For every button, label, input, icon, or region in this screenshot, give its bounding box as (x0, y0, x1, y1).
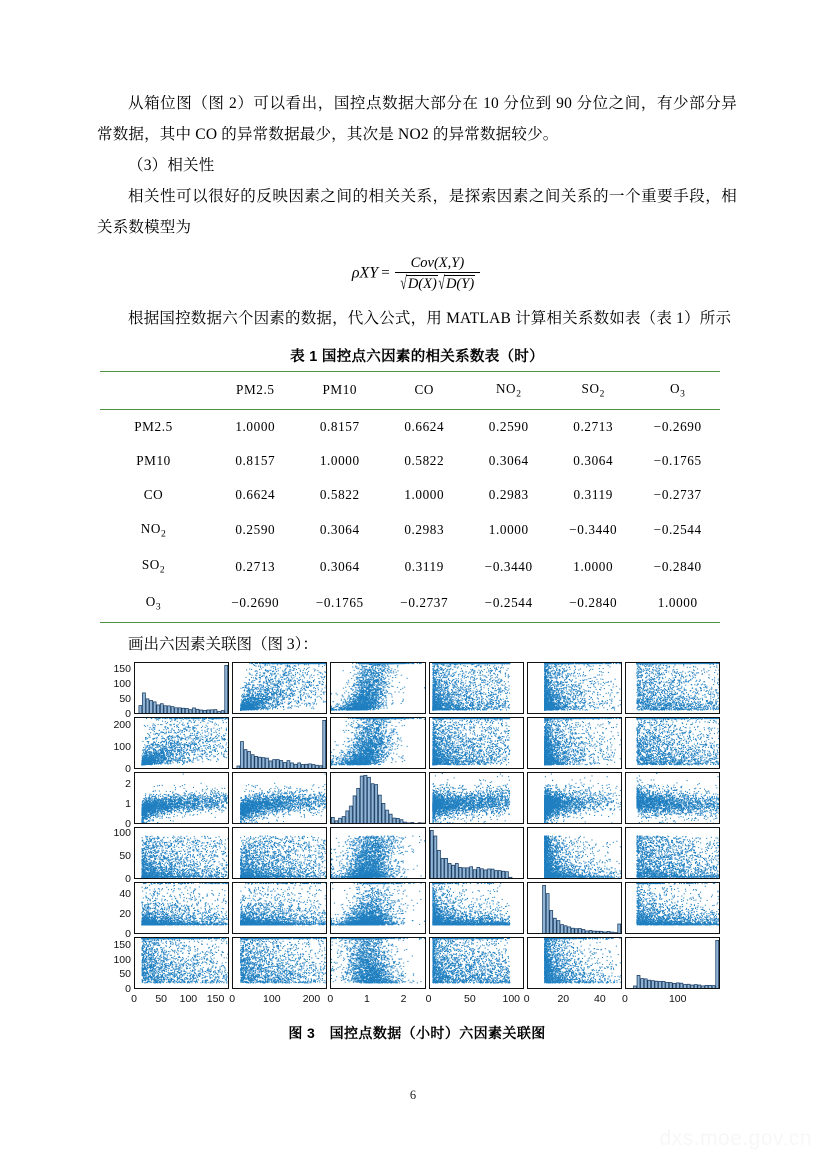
table-row-header: $NO_2$ (140, 520, 167, 540)
scatter-cell (330, 662, 425, 714)
table-corner-cell (100, 372, 213, 410)
histogram-cell (134, 662, 229, 714)
plot-matrix-cells (134, 827, 720, 879)
y-axis-tick-labels (100, 772, 134, 830)
y-axis-tick-label: 0 (125, 872, 131, 885)
table-cell: 0.2713 (235, 558, 276, 574)
y-axis-tick-labels (100, 662, 134, 720)
table-row (100, 478, 720, 512)
plot-matrix-row (100, 662, 720, 720)
table-cell: 1.0000 (319, 452, 360, 468)
table-col-header: $NO_2$ (495, 381, 522, 400)
table-cell: 0.2590 (235, 521, 276, 537)
scatter-cell (330, 827, 425, 879)
scatter-canvas (626, 718, 719, 768)
x-axis-column (229, 991, 327, 1007)
scatter-cell (625, 827, 720, 879)
y-axis-tick-label: 40 (119, 887, 131, 900)
table-row-header: PM10 (136, 452, 171, 468)
plot-matrix-row (100, 772, 720, 830)
y-axis-tick-label: 100 (113, 740, 131, 753)
table-cell: −0.2840 (569, 595, 618, 611)
page-content (97, 88, 737, 1043)
scatter-cell (232, 662, 327, 714)
y-axis-tick-label: 20 (119, 907, 131, 920)
plot-matrix-row (100, 937, 720, 995)
scatter-canvas (331, 663, 424, 713)
scatter-canvas (135, 718, 228, 768)
plot-matrix-cells (134, 772, 720, 824)
scatter-canvas (528, 773, 621, 823)
scatter-cell (625, 717, 720, 769)
table-cell: 1.0000 (488, 521, 529, 537)
x-axis-tick-label: 0 (425, 992, 432, 1005)
plot-matrix-row (100, 882, 720, 940)
subscript: 2 (599, 389, 605, 400)
scatter-cell (429, 717, 524, 769)
formula-equals: = (381, 265, 390, 281)
scatter-canvas (626, 883, 719, 933)
subscript: 2 (159, 565, 166, 576)
scatter-canvas (430, 938, 523, 988)
scatter-cell (232, 937, 327, 989)
table-cell: 0.6624 (404, 418, 445, 434)
table-row (100, 548, 720, 585)
table-cell: 0.3064 (488, 452, 529, 468)
scatter-cell (232, 827, 327, 879)
x-axis-column (131, 991, 229, 1007)
subscript: 2 (160, 529, 167, 540)
radical-icon-left: √ (400, 271, 407, 294)
table-cell: 0.3064 (319, 558, 360, 574)
plot-matrix-cells (134, 662, 720, 714)
correlation-formula (97, 255, 737, 294)
y-axis-tick-labels (100, 717, 134, 775)
histogram-canvas (626, 938, 719, 988)
table-cell: 0.2590 (488, 418, 529, 434)
scatter-cell (232, 882, 327, 934)
scatter-cell (232, 772, 327, 824)
histogram-cell (429, 827, 524, 879)
scatter-canvas (233, 938, 326, 988)
scatter-cell (429, 937, 524, 989)
table-body (100, 409, 720, 622)
x-axis-tick-label: 20 (557, 992, 570, 1005)
paragraph-boxplot-summary: 从箱位图（图 2）可以看出，国控点数据大部分在 10 分位到 90 分位之间，有少部分异常数据，其中 CO 的异常数据最少，其次是 NO2 的异常数据较少。 (97, 95, 737, 143)
table-cell: −0.2544 (653, 521, 702, 537)
plot-matrix-row (100, 717, 720, 775)
scatter-canvas (430, 718, 523, 768)
scatter-canvas (430, 883, 523, 933)
x-axis-tick-label: 1 (364, 992, 370, 1005)
y-axis-tick-label: 1 (125, 797, 131, 810)
histogram-canvas (331, 773, 424, 823)
y-axis-tick-labels (100, 937, 134, 995)
table-row (100, 409, 720, 444)
x-axis-tick-label: 200 (302, 992, 321, 1005)
y-axis-tick-label: 50 (119, 968, 131, 981)
watermark: dxs.moe.gov.cn (659, 1127, 812, 1150)
scatter-cell (330, 882, 425, 934)
page-number: 6 (409, 1088, 417, 1102)
scatter-cell (527, 662, 622, 714)
scatter-canvas (626, 773, 719, 823)
scatter-cell (429, 882, 524, 934)
correlation-table (100, 371, 720, 623)
scatter-canvas (430, 663, 523, 713)
x-axis-tick-label: 100 (179, 992, 198, 1005)
figure-caption: 图 3 国控点数据（小时）六因素关联图 (288, 1024, 546, 1041)
paragraph-section-heading-correlation: （3）相关性 (128, 157, 215, 174)
scatter-cell (429, 772, 524, 824)
table-cell: −0.2737 (400, 595, 449, 611)
plot-matrix-rows (100, 662, 720, 995)
scatter-canvas (626, 828, 719, 878)
table-cell: 1.0000 (573, 558, 614, 574)
table-cell: 1.0000 (404, 486, 445, 502)
plot-matrix-x-axis (100, 991, 720, 1007)
scatter-cell (429, 662, 524, 714)
scatter-cell (625, 662, 720, 714)
y-axis-tick-label: 0 (125, 707, 131, 720)
x-axis-column (327, 991, 425, 1007)
scatter-cell (134, 717, 229, 769)
subscript: 3 (680, 389, 686, 400)
scatter-canvas (528, 828, 621, 878)
table-cell: −0.1765 (315, 595, 364, 611)
table-row-header: PM2.5 (134, 418, 173, 434)
y-axis-tick-label: 50 (119, 692, 131, 705)
table-cell: 0.3119 (573, 486, 613, 502)
y-axis-tick-label: 0 (125, 927, 131, 940)
table-title: 表 1 国控点六因素的相关系数表（时） (290, 349, 544, 365)
scatter-canvas (331, 828, 424, 878)
table-cell: 0.8157 (319, 418, 360, 434)
scatter-plot-matrix (100, 662, 720, 1007)
table-col-header: $O_3$ (669, 381, 686, 400)
scatter-canvas (528, 663, 621, 713)
formula-denominator-right: D(Y) (445, 275, 475, 292)
y-axis-tick-label: 0 (125, 817, 131, 830)
radical-icon-right: √ (438, 271, 445, 294)
scatter-cell (134, 937, 229, 989)
paragraph-correlation-intro: 相关性可以很好的反映因素之间的相关关系，是探索因素之间关系的一个重要手段，相关系数模型为 (97, 188, 737, 236)
scatter-canvas (135, 828, 228, 878)
formula-lhs: ρXY (351, 264, 379, 282)
formula-denominator-left: D(X) (407, 275, 437, 292)
x-axis-tick-label: 0 (229, 992, 236, 1005)
table-row (100, 512, 720, 549)
histogram-cell (232, 717, 327, 769)
histogram-cell (330, 772, 425, 824)
table-col-header: PM2.5 (236, 382, 275, 398)
table-cell: 0.2983 (488, 486, 529, 502)
table-cell: 0.3064 (573, 452, 614, 468)
table-row (100, 444, 720, 478)
scatter-cell (527, 937, 622, 989)
table-row-header: $SO_2$ (141, 557, 166, 576)
table-header (100, 372, 720, 410)
x-axis-tick-label: 100 (668, 992, 687, 1005)
subscript: 2 (516, 389, 522, 400)
formula-numerator: Cov(X,Y) (410, 255, 465, 271)
x-axis-tick-label: 0 (327, 992, 334, 1005)
x-axis-tick-label: 50 (155, 992, 168, 1005)
y-axis-tick-label: 200 (113, 719, 131, 732)
table-col-header: $SO_2$ (581, 381, 605, 400)
scatter-canvas (135, 938, 228, 988)
scatter-cell (134, 827, 229, 879)
x-axis-column (621, 991, 720, 1007)
y-axis-tick-label: 100 (113, 827, 131, 840)
histogram-canvas (233, 718, 326, 768)
scatter-canvas (233, 828, 326, 878)
scatter-cell (527, 772, 622, 824)
y-axis-tick-label: 2 (125, 777, 131, 790)
scatter-canvas (233, 883, 326, 933)
plot-matrix-cells (134, 717, 720, 769)
y-axis-tick-label: 50 (119, 849, 131, 862)
x-axis-tick-label: 0 (621, 992, 628, 1005)
formula-expression (351, 255, 482, 294)
x-axis-tick-label: 50 (464, 992, 476, 1005)
scatter-canvas (233, 773, 326, 823)
x-axis-tick-label: 40 (594, 992, 606, 1005)
figure-lead-text: 画出六因素关联图（图 3）： (128, 635, 318, 653)
plot-matrix-cells (134, 937, 720, 989)
table-header-row (100, 372, 720, 410)
histogram-cell (527, 882, 622, 934)
y-axis-tick-label: 100 (113, 677, 131, 690)
plot-matrix-cells (134, 882, 720, 934)
table-cell: 0.2713 (573, 418, 614, 434)
table-cell: −0.2737 (653, 486, 702, 502)
table-cell: 1.0000 (235, 418, 276, 434)
y-axis-tick-labels (100, 827, 134, 885)
x-axis-column (425, 991, 524, 1007)
scatter-canvas (430, 773, 523, 823)
scatter-canvas (528, 938, 621, 988)
y-axis-tick-labels (100, 882, 134, 940)
table-cell: −0.2690 (231, 595, 280, 611)
scatter-cell (330, 937, 425, 989)
x-axis-tick-label: 0 (131, 992, 137, 1005)
scatter-canvas (331, 938, 424, 988)
paragraph-matlab-computation: 根据国控数据六个因素的数据，代入公式，用 MATLAB 计算相关系数如表（表 1）所示 (128, 310, 732, 327)
table-cell: 1.0000 (657, 595, 698, 611)
x-axis-tick-label: 100 (502, 992, 521, 1005)
x-axis-columns (131, 991, 720, 1007)
scatter-cell (134, 882, 229, 934)
table-cell: 0.8157 (235, 452, 276, 468)
table-cell: 0.5822 (319, 486, 360, 502)
y-axis-tick-label: 100 (113, 953, 131, 966)
table-cell: −0.3440 (484, 558, 533, 574)
formula-denominator (395, 273, 480, 292)
table-row-header: $O_3$ (145, 593, 162, 613)
table-cell: 0.5822 (404, 452, 445, 468)
y-axis-tick-label: 0 (125, 762, 131, 775)
table-cell: −0.2690 (653, 418, 702, 434)
table-row (100, 585, 720, 622)
subscript: 3 (155, 602, 162, 613)
table-cell: −0.2544 (484, 595, 533, 611)
table-col-header: PM10 (322, 382, 358, 398)
scatter-canvas (233, 663, 326, 713)
scatter-cell (330, 717, 425, 769)
table-col-header: CO (414, 382, 435, 398)
table-cell: −0.1765 (653, 452, 702, 468)
scatter-canvas (331, 718, 424, 768)
y-axis-tick-label: 150 (113, 939, 131, 952)
x-axis-tick-label: 2 (400, 992, 407, 1005)
scatter-canvas (135, 773, 228, 823)
formula-fraction (395, 255, 480, 294)
table-cell: 0.3119 (404, 558, 444, 574)
scatter-canvas (135, 883, 228, 933)
scatter-cell (134, 772, 229, 824)
table-cell: −0.2840 (653, 558, 702, 574)
histogram-canvas (528, 883, 621, 933)
y-axis-tick-label: 150 (113, 662, 131, 675)
x-axis-tick-label: 0 (523, 992, 530, 1005)
scatter-cell (625, 772, 720, 824)
scatter-cell (527, 827, 622, 879)
x-axis-column (523, 991, 622, 1007)
table-cell: 0.2983 (404, 521, 445, 537)
table-cell: 0.6624 (235, 486, 276, 502)
table-cell: −0.3440 (569, 521, 618, 537)
x-axis-tick-label: 150 (206, 992, 225, 1005)
table-row-header: CO (143, 486, 164, 502)
histogram-cell (625, 937, 720, 989)
scatter-canvas (626, 663, 719, 713)
table-cell: 0.3064 (319, 521, 360, 537)
scatter-canvas (528, 718, 621, 768)
scatter-canvas (331, 883, 424, 933)
x-axis-tick-label: 100 (263, 992, 281, 1005)
y-axis-tick-label: 0 (125, 982, 131, 995)
scatter-cell (625, 882, 720, 934)
plot-matrix-row (100, 827, 720, 885)
histogram-canvas (430, 828, 523, 878)
scatter-cell (527, 717, 622, 769)
histogram-canvas (135, 663, 228, 713)
